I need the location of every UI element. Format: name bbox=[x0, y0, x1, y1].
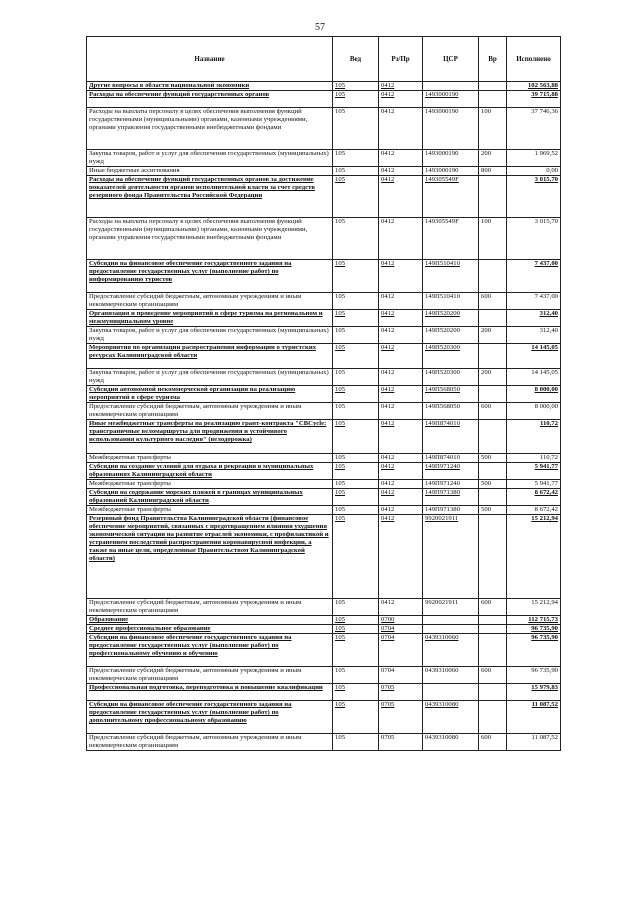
cell-rzpr: 0412 bbox=[379, 403, 423, 420]
cell-ved: 105 bbox=[333, 506, 379, 515]
cell-ved: 105 bbox=[333, 293, 379, 310]
cell-vr: 500 bbox=[479, 506, 507, 515]
cell-name: Предоставление субсидий бюджетным, автономным учреждениям и иным некоммерческим организациям bbox=[87, 293, 333, 310]
cell-rzpr: 0705 bbox=[379, 734, 423, 751]
cell-vr: 600 bbox=[479, 403, 507, 420]
header-ved: Вед bbox=[333, 37, 379, 82]
cell-csr: 1493000190 bbox=[423, 108, 479, 150]
table-row bbox=[87, 667, 561, 684]
cell-name: Субсидии на финансовое обеспечение государственного задания на предоставление государственных услуг (выполнение работ) по профессиональному обучению и обучению bbox=[87, 634, 333, 667]
table-row bbox=[87, 82, 561, 91]
cell-rzpr: 0704 bbox=[379, 667, 423, 684]
cell-csr: 1493000190 bbox=[423, 91, 479, 108]
cell-name: Субсидии на содержание морских пляжей в границах муниципальных образований Калининградской области bbox=[87, 489, 333, 506]
cell-done: 39 715,88 bbox=[507, 91, 561, 108]
cell-ved: 105 bbox=[333, 599, 379, 616]
cell-ved: 105 bbox=[333, 167, 379, 176]
cell-name: Предоставление субсидий бюджетным, автономным учреждениям и иным некоммерческим организациям bbox=[87, 667, 333, 684]
cell-csr: 149П971380 bbox=[423, 506, 479, 515]
cell-done: 8 000,00 bbox=[507, 403, 561, 420]
cell-vr bbox=[479, 176, 507, 218]
cell-rzpr: 0412 bbox=[379, 218, 423, 260]
cell-rzpr: 0412 bbox=[379, 91, 423, 108]
table-row bbox=[87, 625, 561, 634]
cell-name: Организация и проведение мероприятий в сфере туризма на региональном и межмуниципальном уровне bbox=[87, 310, 333, 327]
cell-ved: 105 bbox=[333, 734, 379, 751]
table-row bbox=[87, 310, 561, 327]
cell-vr: 800 bbox=[479, 167, 507, 176]
cell-vr: 500 bbox=[479, 480, 507, 489]
header-done: Исполнено bbox=[507, 37, 561, 82]
table-row bbox=[87, 150, 561, 167]
cell-csr: 149П510410 bbox=[423, 260, 479, 293]
cell-vr: 600 bbox=[479, 293, 507, 310]
cell-csr bbox=[423, 625, 479, 634]
cell-ved: 105 bbox=[333, 108, 379, 150]
cell-name: Субсидии на финансовое обеспечение государственного задания на предоставление государственных услуг (выполнение работ) по информированию туристов bbox=[87, 260, 333, 293]
cell-rzpr: 0412 bbox=[379, 108, 423, 150]
cell-name: Профессиональная подготовка, переподготовка и повышение квалификации bbox=[87, 684, 333, 701]
cell-csr: 149П520200 bbox=[423, 327, 479, 344]
cell-done: 15 212,94 bbox=[507, 599, 561, 616]
cell-ved: 105 bbox=[333, 480, 379, 489]
cell-vr bbox=[479, 625, 507, 634]
cell-ved: 105 bbox=[333, 386, 379, 403]
cell-done: 112 715,73 bbox=[507, 616, 561, 625]
table-row bbox=[87, 515, 561, 599]
cell-done: 37 746,36 bbox=[507, 108, 561, 150]
cell-done: 5 941,77 bbox=[507, 480, 561, 489]
cell-ved: 105 bbox=[333, 150, 379, 167]
table-row bbox=[87, 616, 561, 625]
cell-csr: 0439310060 bbox=[423, 667, 479, 684]
cell-vr bbox=[479, 701, 507, 734]
cell-done: 14 145,05 bbox=[507, 344, 561, 369]
cell-name: Иные межбюджетные трансферты на реализацию грант-контракта "CBCycle: трансграничные веломаршруты для продвижения и устойчивого использования культурного наследия" (велодорожка) bbox=[87, 420, 333, 454]
cell-rzpr: 0412 bbox=[379, 420, 423, 454]
cell-rzpr: 0704 bbox=[379, 625, 423, 634]
cell-vr: 200 bbox=[479, 327, 507, 344]
cell-done: 8 672,42 bbox=[507, 489, 561, 506]
cell-rzpr: 0705 bbox=[379, 684, 423, 701]
header-row bbox=[87, 37, 561, 82]
cell-csr bbox=[423, 616, 479, 625]
cell-done: 7 437,00 bbox=[507, 293, 561, 310]
table-row bbox=[87, 480, 561, 489]
cell-rzpr: 0412 bbox=[379, 515, 423, 599]
table-row bbox=[87, 369, 561, 386]
cell-csr: 149П874010 bbox=[423, 454, 479, 463]
cell-vr bbox=[479, 684, 507, 701]
table-row bbox=[87, 403, 561, 420]
cell-ved: 105 bbox=[333, 260, 379, 293]
cell-done: 3 015,70 bbox=[507, 218, 561, 260]
page-number: 57 bbox=[315, 22, 325, 33]
cell-csr: 1493000190 bbox=[423, 167, 479, 176]
cell-ved: 105 bbox=[333, 625, 379, 634]
cell-rzpr: 0412 bbox=[379, 260, 423, 293]
table-row bbox=[87, 327, 561, 344]
cell-name: Субсидии на создание условий для отдыха и рекреации в муниципальных образованиях Калининградской области bbox=[87, 463, 333, 480]
cell-ved: 105 bbox=[333, 701, 379, 734]
cell-name: Межбюджетные трансферты bbox=[87, 506, 333, 515]
table-row bbox=[87, 701, 561, 734]
cell-done: 312,40 bbox=[507, 327, 561, 344]
table-row bbox=[87, 734, 561, 751]
cell-ved: 105 bbox=[333, 369, 379, 386]
cell-rzpr: 0412 bbox=[379, 386, 423, 403]
cell-vr: 100 bbox=[479, 108, 507, 150]
table-row bbox=[87, 420, 561, 454]
cell-rzpr: 0412 bbox=[379, 369, 423, 386]
cell-rzpr: 0412 bbox=[379, 506, 423, 515]
cell-name: Субсидии на финансовое обеспечение государственного задания на предоставление государственных услуг (выполнение работ) по дополнительному профессиональному образованию bbox=[87, 701, 333, 734]
cell-done: 96 735,90 bbox=[507, 634, 561, 667]
cell-done: 8 000,00 bbox=[507, 386, 561, 403]
table-row bbox=[87, 489, 561, 506]
table-row bbox=[87, 167, 561, 176]
cell-name: Закупка товаров, работ и услуг для обеспечения государственных (муниципальных) нужд bbox=[87, 150, 333, 167]
cell-csr: 149П520200 bbox=[423, 310, 479, 327]
cell-done: 312,40 bbox=[507, 310, 561, 327]
cell-csr: 149П520300 bbox=[423, 344, 479, 369]
cell-csr: 149П568050 bbox=[423, 386, 479, 403]
cell-name: Закупка товаров, работ и услуг для обеспечения государственных (муниципальных) нужд bbox=[87, 327, 333, 344]
cell-done: 96 735,90 bbox=[507, 625, 561, 634]
cell-ved: 105 bbox=[333, 176, 379, 218]
cell-done: 15 212,94 bbox=[507, 515, 561, 599]
cell-ved: 105 bbox=[333, 489, 379, 506]
cell-vr bbox=[479, 616, 507, 625]
table-row bbox=[87, 684, 561, 701]
cell-csr: 1493000190 bbox=[423, 150, 479, 167]
cell-rzpr: 0412 bbox=[379, 454, 423, 463]
cell-ved: 105 bbox=[333, 420, 379, 454]
cell-csr: 149305549F bbox=[423, 176, 479, 218]
cell-vr bbox=[479, 420, 507, 454]
table-row bbox=[87, 506, 561, 515]
table-row bbox=[87, 634, 561, 667]
cell-vr: 600 bbox=[479, 667, 507, 684]
cell-csr: 0439310060 bbox=[423, 634, 479, 667]
cell-rzpr: 0704 bbox=[379, 634, 423, 667]
cell-csr: 149П520300 bbox=[423, 369, 479, 386]
cell-name: Мероприятия по организации распространения информации о туристских ресурсах Калининградской области bbox=[87, 344, 333, 369]
cell-ved: 105 bbox=[333, 454, 379, 463]
cell-done: 96 735,90 bbox=[507, 667, 561, 684]
cell-csr: 149П510410 bbox=[423, 293, 479, 310]
cell-done: 0,00 bbox=[507, 167, 561, 176]
table-row bbox=[87, 463, 561, 480]
cell-csr: 149П971240 bbox=[423, 480, 479, 489]
cell-ved: 105 bbox=[333, 515, 379, 599]
table-row bbox=[87, 344, 561, 369]
cell-name: Иные бюджетные ассигнования bbox=[87, 167, 333, 176]
header-rzpr: Рз/Пр bbox=[379, 37, 423, 82]
cell-name: Предоставление субсидий бюджетным, автономным учреждениям и иным некоммерческим организациям bbox=[87, 734, 333, 751]
cell-ved: 105 bbox=[333, 344, 379, 369]
cell-csr bbox=[423, 684, 479, 701]
cell-csr: 0439310080 bbox=[423, 734, 479, 751]
cell-rzpr: 0412 bbox=[379, 293, 423, 310]
cell-rzpr: 0700 bbox=[379, 616, 423, 625]
cell-vr bbox=[479, 463, 507, 480]
cell-rzpr: 0412 bbox=[379, 167, 423, 176]
cell-name: Другие вопросы в области национальной экономики bbox=[87, 82, 333, 91]
cell-name: Предоставление субсидий бюджетным, автономным учреждениям и иным некоммерческим организациям bbox=[87, 403, 333, 420]
cell-done: 3 015,70 bbox=[507, 176, 561, 218]
cell-done: 1 969,52 bbox=[507, 150, 561, 167]
table-row bbox=[87, 454, 561, 463]
header-vr: Вр bbox=[479, 37, 507, 82]
cell-done: 11 087,52 bbox=[507, 734, 561, 751]
cell-done: 14 145,05 bbox=[507, 369, 561, 386]
cell-rzpr: 0412 bbox=[379, 344, 423, 369]
cell-vr: 200 bbox=[479, 150, 507, 167]
cell-vr bbox=[479, 386, 507, 403]
cell-rzpr: 0412 bbox=[379, 599, 423, 616]
cell-ved: 105 bbox=[333, 403, 379, 420]
cell-name: Межбюджетные трансферты bbox=[87, 480, 333, 489]
header-name: Название bbox=[87, 37, 333, 82]
cell-vr bbox=[479, 489, 507, 506]
cell-done: 102 563,88 bbox=[507, 82, 561, 91]
cell-name: Расходы на обеспечение функций государственных органов bbox=[87, 91, 333, 108]
cell-name: Расходы на выплаты персоналу в целях обеспечения выполнения функций государственными (муниципальными) органами, казенными учреждениями, органами управления государственными внебюджетными фондами bbox=[87, 108, 333, 150]
cell-rzpr: 0412 bbox=[379, 176, 423, 218]
table-row bbox=[87, 91, 561, 108]
cell-csr: 149П971240 bbox=[423, 463, 479, 480]
cell-ved: 105 bbox=[333, 616, 379, 625]
cell-name: Образование bbox=[87, 616, 333, 625]
cell-name: Резервный фонд Правительства Калининградской области (финансовое обеспечение мероприятий, связанных с предотвращением влияния ухудшения экономической ситуации на развитие отраслей экономики, с профилактикой и устранением последствий распространения коронавирусной инфекции, а также на иные цели, определенные Правительством Калининградской области) bbox=[87, 515, 333, 599]
cell-name: Предоставление субсидий бюджетным, автономным учреждениям и иным некоммерческим организациям bbox=[87, 599, 333, 616]
cell-name: Закупка товаров, работ и услуг для обеспечения государственных (муниципальных) нужд bbox=[87, 369, 333, 386]
cell-csr bbox=[423, 82, 479, 91]
cell-ved: 105 bbox=[333, 684, 379, 701]
cell-ved: 105 bbox=[333, 310, 379, 327]
cell-ved: 105 bbox=[333, 218, 379, 260]
header-csr: ЦСР bbox=[423, 37, 479, 82]
cell-vr bbox=[479, 344, 507, 369]
cell-ved: 105 bbox=[333, 667, 379, 684]
cell-csr: 149П568050 bbox=[423, 403, 479, 420]
cell-vr bbox=[479, 310, 507, 327]
cell-vr bbox=[479, 260, 507, 293]
cell-done: 5 941,77 bbox=[507, 463, 561, 480]
cell-ved: 105 bbox=[333, 91, 379, 108]
cell-done: 8 672,42 bbox=[507, 506, 561, 515]
cell-ved: 105 bbox=[333, 463, 379, 480]
cell-name: Расходы на выплаты персоналу в целях обеспечения выполнения функций государственными (муниципальными) органами, казенными учреждениями, органами управления государственными внебюджетными фондами bbox=[87, 218, 333, 260]
table-body bbox=[87, 82, 561, 751]
cell-name: Среднее профессиональное образование bbox=[87, 625, 333, 634]
cell-csr: 149305549F bbox=[423, 218, 479, 260]
cell-csr: 149П874010 bbox=[423, 420, 479, 454]
cell-rzpr: 0412 bbox=[379, 463, 423, 480]
cell-name: Расходы на обеспечение функций государственных органов за достижение показателей деятельности органов исполнительной власти за счет средств резервного фонда Правительства Российской Федерации bbox=[87, 176, 333, 218]
cell-vr bbox=[479, 82, 507, 91]
cell-done: 15 979,83 bbox=[507, 684, 561, 701]
cell-csr: 0439310080 bbox=[423, 701, 479, 734]
cell-rzpr: 0412 bbox=[379, 82, 423, 91]
table-row bbox=[87, 218, 561, 260]
cell-done: 7 437,00 bbox=[507, 260, 561, 293]
cell-vr bbox=[479, 634, 507, 667]
budget-table bbox=[86, 36, 561, 751]
cell-rzpr: 0412 bbox=[379, 310, 423, 327]
cell-done: 110,72 bbox=[507, 420, 561, 454]
cell-csr: 149П971380 bbox=[423, 489, 479, 506]
cell-vr: 200 bbox=[479, 369, 507, 386]
cell-rzpr: 0412 bbox=[379, 150, 423, 167]
cell-vr: 600 bbox=[479, 734, 507, 751]
cell-rzpr: 0412 bbox=[379, 489, 423, 506]
table-row bbox=[87, 260, 561, 293]
cell-vr: 500 bbox=[479, 454, 507, 463]
cell-rzpr: 0412 bbox=[379, 327, 423, 344]
cell-ved: 105 bbox=[333, 327, 379, 344]
cell-done: 110,72 bbox=[507, 454, 561, 463]
cell-vr bbox=[479, 515, 507, 599]
cell-done: 11 087,52 bbox=[507, 701, 561, 734]
cell-rzpr: 0705 bbox=[379, 701, 423, 734]
cell-vr bbox=[479, 91, 507, 108]
table-row bbox=[87, 386, 561, 403]
table-row bbox=[87, 293, 561, 310]
cell-csr: 9920021911 bbox=[423, 599, 479, 616]
cell-rzpr: 0412 bbox=[379, 480, 423, 489]
cell-ved: 105 bbox=[333, 82, 379, 91]
cell-csr: 9920021911 bbox=[423, 515, 479, 599]
cell-name: Субсидии автономной некоммерческой организации на реализацию мероприятий в сфере туризма bbox=[87, 386, 333, 403]
cell-vr: 100 bbox=[479, 218, 507, 260]
table-row bbox=[87, 108, 561, 150]
cell-ved: 105 bbox=[333, 634, 379, 667]
cell-vr: 600 bbox=[479, 599, 507, 616]
cell-name: Межбюджетные трансферты bbox=[87, 454, 333, 463]
table-row bbox=[87, 599, 561, 616]
table-row bbox=[87, 176, 561, 218]
